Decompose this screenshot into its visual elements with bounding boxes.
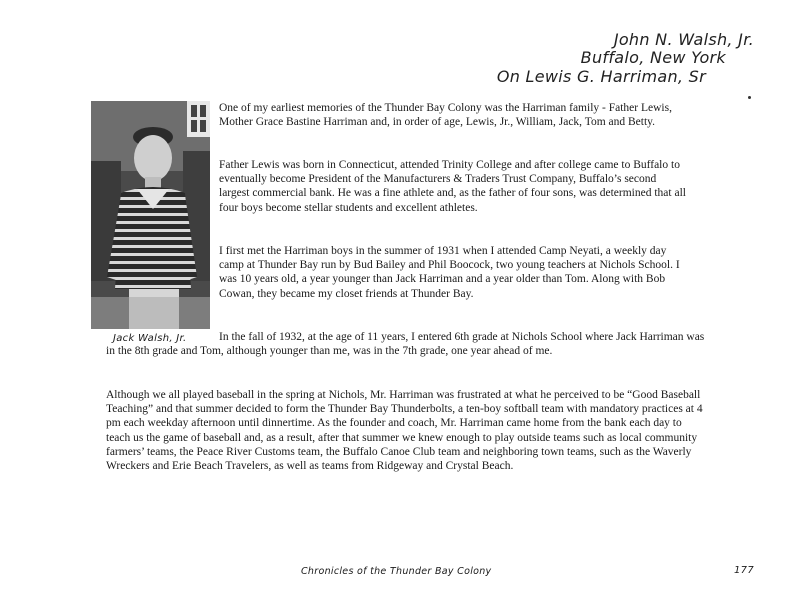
stray-mark <box>748 96 751 99</box>
footer-book-title: Chronicles of the Thunder Bay Colony <box>301 566 492 577</box>
paragraph-nichols-school: In the fall of 1932, at the age of 11 years, I entered 6th grade at Nichols School where Jack Harriman was in the 8th grade and Tom, although younger than me, was in the 7th grade, one year ahead of me. <box>106 331 705 358</box>
author-city: Buffalo, New York <box>580 48 726 67</box>
portrait-photo <box>91 101 210 329</box>
paragraph-camp-neyati: I first met the Harriman boys in the summer of 1931 when I attended Camp Neyati, a weekly day camp at Thunder Bay run by Bud Bailey and Phil Boocock, two young teachers at Nichols School. I was 10 years old, a year younger than Jack Harriman and a year older than Tom. Along with Bob Cowan, they became my closet friends at Thunder Bay. <box>219 245 680 300</box>
paragraph-harriman-family: One of my earliest memories of the Thunder Bay Colony was the Harriman family - Father Lewis, Mother Grace Bastine Harriman and, in order of age, Lewis, Jr., William, Jack, Tom and Betty. <box>219 102 672 129</box>
page-number: 177 <box>734 565 754 576</box>
paragraph-father-lewis: Father Lewis was born in Connecticut, attended Trinity College and after college came to Buffalo to eventually become President of the Manufacturers & Traders Trust Company, Buffalo’s second largest commercial bank. He was a fine athlete and, as the father of four sons, was determined that all four boys become stellar students and excellent athletes. <box>219 159 686 214</box>
author-name: John N. Walsh, Jr. <box>613 30 754 49</box>
photo-caption: Jack Walsh, Jr. <box>113 333 187 344</box>
article-subject: On Lewis G. Harriman, Sr <box>496 67 706 86</box>
paragraph-thunderbolts: Although we all played baseball in the spring at Nichols, Mr. Harriman was frustrated at what he perceived to be “Good Baseball Teaching” and that summer decided to form the Thunder Bay Thunderbolts, a ten-boy softball team with mandatory practices at 4 pm each weekday afternoon until dinnertime. As the founder and coach, Mr. Harriman came home from the bank each day to teach us the game of baseball and, as a result, after that summer we knew enough to play outside teams such as local community farmers’ teams, the Peace River Customs team, the Buffalo Canoe Club team and neighboring town teams, such as the Waverly Wreckers and Erie Beach Travelers, as well as teams from Ridgeway and Crystal Beach. <box>106 389 703 473</box>
